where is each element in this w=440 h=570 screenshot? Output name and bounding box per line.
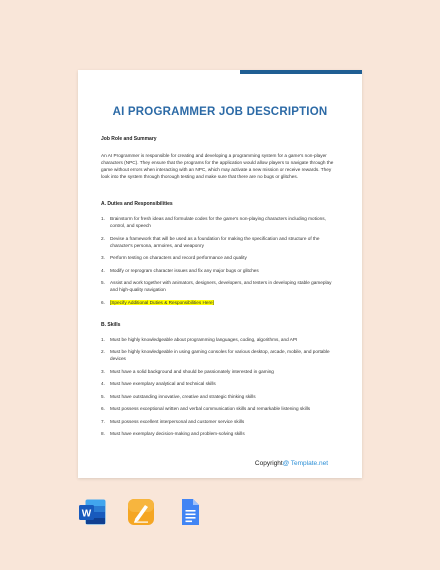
page-accent-bar — [240, 70, 362, 74]
list-item — [101, 299, 340, 306]
word-icon[interactable] — [77, 497, 107, 527]
item-number: 7. — [101, 418, 105, 424]
item-text: Devise a framework that will be used as a foundation for making the specification and structure of the character's persona, armoires, and weaponry — [110, 235, 320, 248]
list-item — [101, 430, 340, 437]
placeholder-highlight: [Specify Additional Duties & Responsibilities Here] — [110, 299, 214, 305]
copyright-footer — [255, 460, 328, 467]
list-item — [101, 418, 340, 425]
item-text: Must have outstanding innovative, creative and strategic thinking skills — [110, 393, 256, 399]
item-number: 8. — [101, 431, 105, 436]
copyright-brand-link[interactable]: Template.net — [290, 460, 328, 467]
item-text: Modify or reprogram character issues and fix any major bugs or glitches — [110, 267, 259, 273]
duties-heading: A. Duties and Responsibilities — [101, 201, 173, 207]
role-heading: Job Role and Summary — [101, 136, 157, 142]
list-item — [101, 254, 340, 261]
item-number: 6. — [101, 406, 105, 411]
list-item — [101, 215, 340, 229]
list-item — [101, 279, 340, 293]
copyright-label: Copyright — [254, 460, 283, 467]
item-text: Must be highly knowledgeable in using gaming consoles for various desktop, arcade, mobile, and portable devices — [110, 349, 330, 361]
list-item — [101, 348, 340, 362]
google-docs-icon[interactable] — [175, 497, 205, 527]
role-summary: An AI Programmer is responsible for creating and developing a programming system for a game's non-player characters (NPC). They ensure that the programs for the application would allow players to navigate through the game without errors when interacting with an NPC, which may activate a new mission or receive rewards. They look into the system through thorough testing and make sure that there are no bugs or glitches. — [101, 153, 334, 179]
item-text: Must have a solid background and should be passionately interested in gaming — [110, 368, 274, 374]
item-number: 3. — [101, 255, 105, 260]
list-item — [101, 405, 340, 412]
skills-heading: B. Skills — [101, 321, 121, 328]
list-item — [101, 336, 340, 343]
document-content — [101, 136, 340, 443]
item-number: 2. — [101, 349, 105, 354]
item-text: Assist and work together with animators, designers, developers, and testers in developing stable gameplay and high-quality navigation — [110, 280, 332, 292]
document-page — [78, 70, 362, 478]
item-text: Must possess excellent interpersonal and customer service skills — [110, 418, 245, 424]
item-text: Brainstorm for fresh ideas and formulate codes for the game's non-playing characters including motions, control, and speech — [110, 216, 326, 228]
list-item — [101, 393, 340, 400]
item-number: 3. — [101, 368, 105, 374]
skills-list — [101, 336, 340, 438]
item-text: Must have exemplary analytical and technical skills — [110, 381, 216, 386]
document-title: AI PROGRAMMER JOB DESCRIPTION — [112, 106, 328, 118]
list-item — [101, 368, 340, 375]
app-icons-row — [77, 497, 205, 527]
item-text: Perform testing on characters and record performance and quality — [110, 255, 247, 260]
template-logo-icon: @ — [282, 460, 290, 467]
item-text: Must possess exceptional written and verbal communication skills and remarkable listening skills — [110, 406, 311, 411]
item-number: 5. — [101, 280, 105, 285]
item-number: 2. — [101, 235, 105, 241]
item-text: Must be highly knowledgeable about programming languages, coding, algorithms, and API — [110, 336, 298, 342]
item-number: 4. — [101, 267, 105, 273]
item-text: Must have exemplary decision-making and problem-solving skills — [110, 431, 245, 436]
list-item — [101, 235, 340, 249]
list-item — [101, 380, 340, 387]
duties-list — [101, 215, 340, 306]
item-number: 6. — [101, 299, 105, 305]
pages-icon[interactable] — [126, 497, 156, 527]
word-letter: W — [81, 508, 92, 520]
item-number: 1. — [101, 336, 105, 342]
item-number: 5. — [101, 393, 105, 399]
item-number: 1. — [101, 216, 105, 221]
item-number: 4. — [101, 381, 105, 386]
list-item — [101, 267, 340, 274]
